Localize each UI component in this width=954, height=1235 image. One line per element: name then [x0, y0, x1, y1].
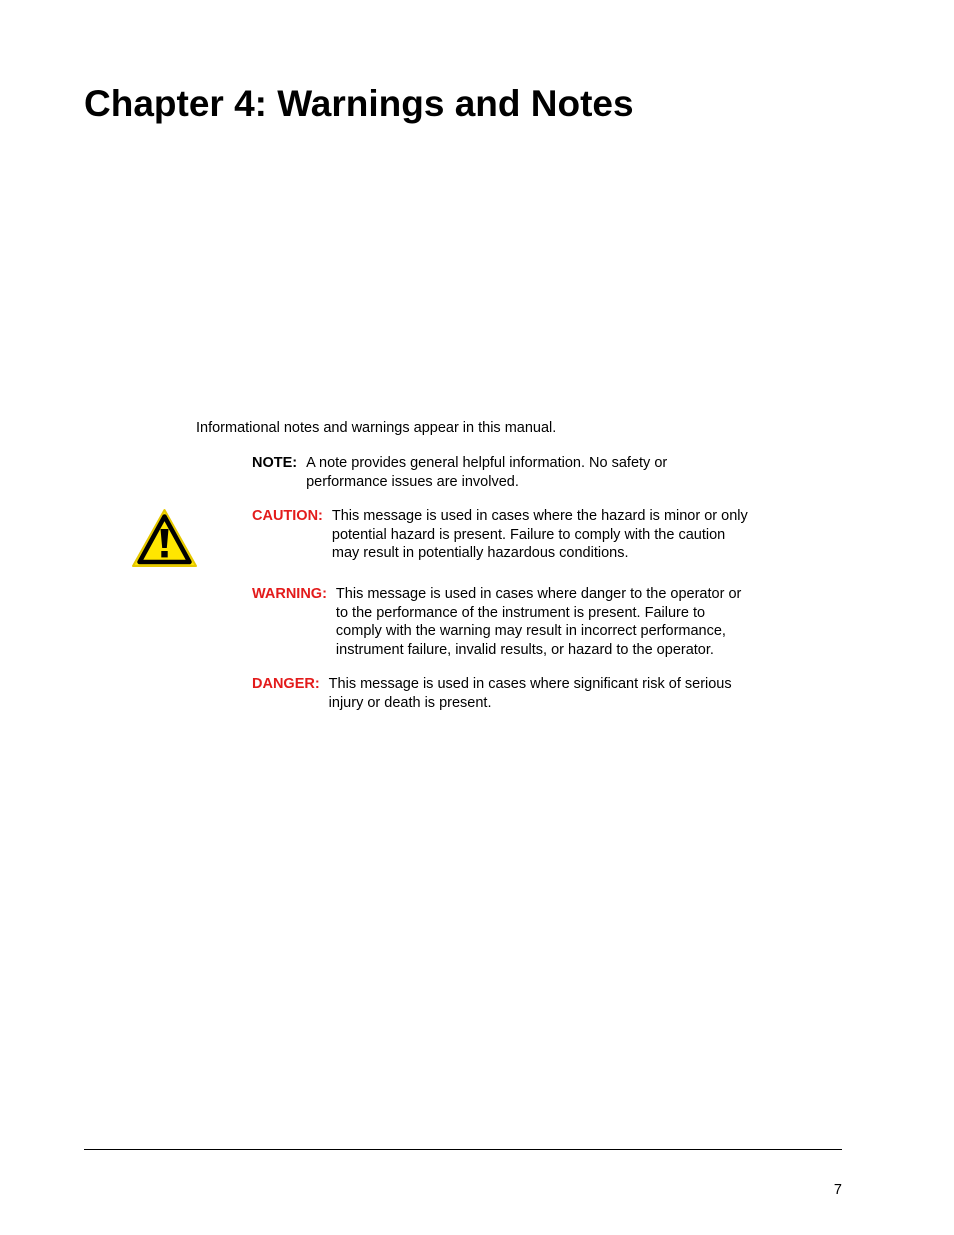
caution-notice [252, 507, 748, 563]
caution-text: This message is used in cases where the hazard is minor or only potential hazard is present. Failure to comply with the caution may result in potentially hazardous conditions. [331, 508, 748, 562]
danger-notice [252, 675, 732, 712]
footer-rule [84, 1149, 842, 1150]
note-text: A note provides general helpful information. No safety or performance issues are involved. [306, 455, 668, 490]
note-label: NOTE: [252, 455, 298, 471]
danger-text: This message is used in cases where significant risk of serious injury or death is present. [328, 676, 732, 711]
chapter-title: Chapter 4: Warnings and Notes [84, 83, 634, 124]
warning-notice [252, 585, 741, 660]
warning-triangle-icon [131, 508, 198, 568]
note-notice [252, 454, 667, 491]
warning-label: WARNING: [252, 586, 327, 602]
intro-text: Informational notes and warnings appear in this manual. [196, 420, 557, 436]
danger-label: DANGER: [252, 676, 320, 692]
caution-label: CAUTION: [252, 508, 323, 524]
page-number: 7 [833, 1182, 842, 1198]
warning-text: This message is used in cases where danger to the operator or to the performance of the instrument is present. Failure to comply with the warning may result in incorrect performance, instrument failure, invalid results, or hazard to the operator. [335, 586, 742, 659]
